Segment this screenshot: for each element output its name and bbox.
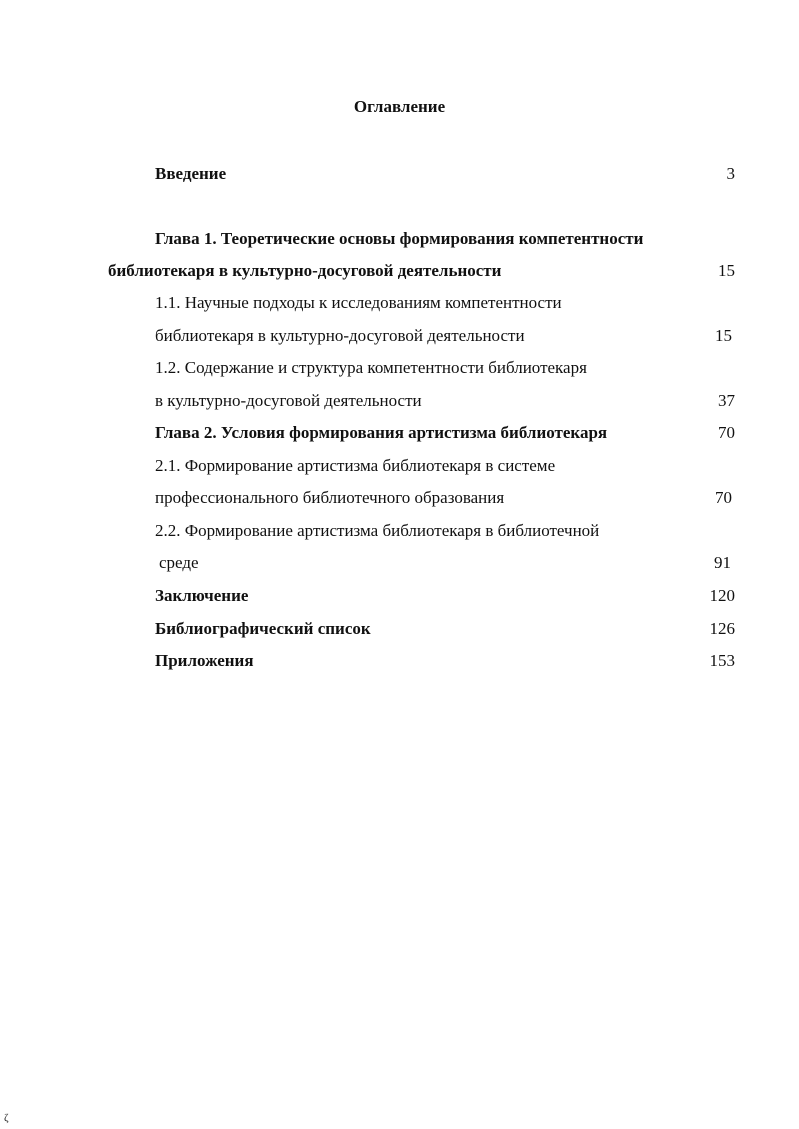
toc-label-line-2: библиотекаря в культурно-досуговой деятельности bbox=[155, 326, 525, 345]
toc-label: Глава 2. Условия формирования артистизма библиотекаря bbox=[155, 423, 608, 442]
toc-label-line-2: профессионального библиотечного образования bbox=[155, 488, 505, 507]
scan-artifact-mark: ζ bbox=[4, 1112, 9, 1124]
toc-page-number: 153 bbox=[709, 651, 735, 670]
toc-page-number: 3 bbox=[726, 164, 735, 183]
toc-page-number: 15 bbox=[715, 326, 732, 345]
toc-label: Введение bbox=[155, 164, 227, 183]
toc-label: Библиографический список bbox=[155, 619, 371, 638]
toc-label: Заключение bbox=[155, 586, 249, 605]
toc-label: Приложения bbox=[155, 651, 254, 670]
toc-label-line-1: 1.2. Содержание и структура компетентности библиотекаря bbox=[155, 358, 587, 377]
toc-label-line-1: 1.1. Научные подходы к исследованиям компетентности bbox=[155, 293, 562, 312]
toc-label-line-1: Глава 1. Теоретические основы формирования компетентности bbox=[155, 229, 644, 248]
toc-label-line-1: 2.2. Формирование артистизма библиотекаря в библиотечной bbox=[155, 521, 600, 540]
toc-label-line-2: среде bbox=[159, 553, 199, 572]
toc-page-number: 91 bbox=[714, 553, 731, 572]
toc-label-line-2: в культурно-досуговой деятельности bbox=[155, 391, 422, 410]
toc-page-number: 126 bbox=[709, 619, 735, 638]
toc-label-line-2: библиотекаря в культурно-досуговой деятельности bbox=[108, 261, 502, 280]
toc-page-number: 70 bbox=[715, 488, 732, 507]
toc-page-number: 70 bbox=[718, 423, 735, 442]
toc-label-line-1: 2.1. Формирование артистизма библиотекаря в системе bbox=[155, 456, 556, 475]
toc-page-number: 120 bbox=[709, 586, 735, 605]
toc-page-number: 15 bbox=[718, 261, 735, 280]
toc-page-number: 37 bbox=[718, 391, 735, 410]
page-title: Оглавление bbox=[353, 97, 446, 116]
